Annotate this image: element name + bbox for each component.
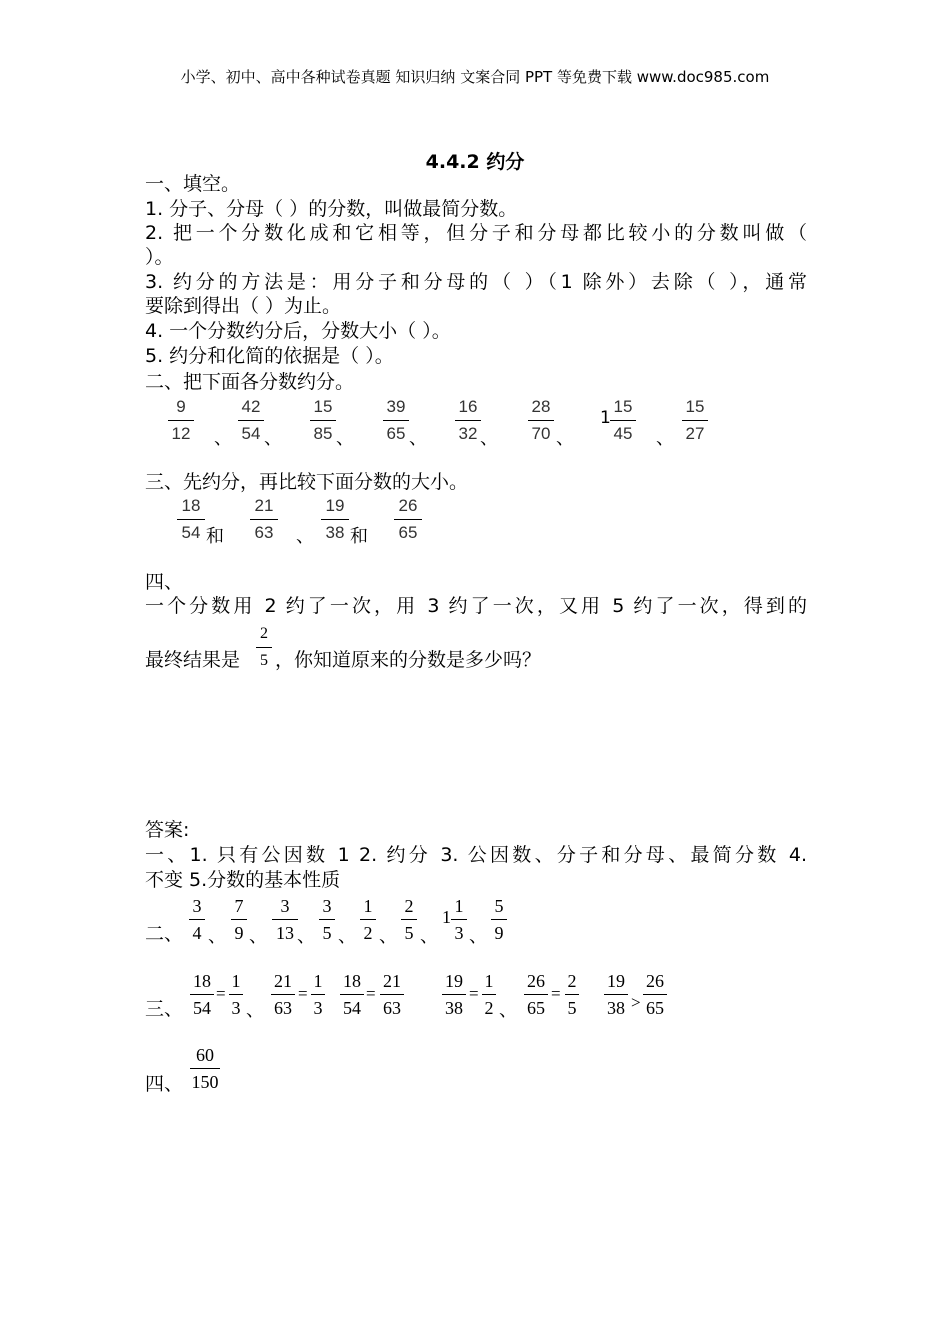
separator: 、 — [556, 428, 574, 449]
fraction: 39 65 — [383, 396, 409, 445]
section4-line2-prefix: 最终结果是 — [145, 649, 241, 671]
question-4: 4. 一个分数约分后，分数大小（ ）。 — [145, 320, 451, 342]
fraction: 15 27 — [682, 396, 708, 445]
and-word: 和 — [206, 526, 224, 547]
fraction: 19 38 — [442, 970, 466, 1019]
answers-part4-fraction: 60 150 — [191, 1045, 219, 1092]
fraction: 7 9 — [231, 895, 247, 944]
separator: 、 — [469, 926, 487, 947]
question-2-line1: 2. 把一个分数化成和它相等，但分子和分母都比较小的分数叫做（ — [145, 222, 807, 244]
answers-label: 答案: — [145, 819, 190, 841]
and-word: 和 — [350, 526, 368, 547]
fraction: 15 45 — [610, 396, 636, 445]
separator: 、 — [264, 428, 282, 449]
fraction: 28 70 — [528, 396, 554, 445]
fraction: 3 5 — [319, 895, 335, 944]
fraction: 1 3 — [451, 895, 467, 944]
fraction: 2 5 — [565, 970, 579, 1019]
fraction: 2 5 — [401, 895, 417, 944]
answers-part2-label: 二、 — [145, 923, 184, 945]
fraction: 26 65 — [394, 495, 422, 544]
question-3-line2: 要除到得出（ ）为止。 — [145, 295, 342, 317]
answers-part3-label: 三、 — [145, 998, 184, 1020]
separator: 、 — [296, 526, 314, 547]
answers-part4-label: 四、 — [145, 1073, 184, 1095]
fraction: 21 63 — [380, 970, 404, 1019]
separator: 、 — [214, 428, 232, 449]
separator: 、 — [249, 926, 267, 947]
result-fraction: 2 5 — [256, 623, 272, 672]
fraction: 1 2 — [360, 895, 376, 944]
fraction: 16 32 — [455, 396, 481, 445]
answers-part1-line1: 一、1. 只有公因数 1 2. 约分 3. 公因数、分子和分母、最简分数 4. — [145, 844, 807, 866]
question-1: 1. 分子、分母（ ）的分数，叫做最简分数。 — [145, 198, 518, 220]
worksheet-title: 4.4.2 约分 — [425, 151, 525, 173]
separator: 、 — [656, 428, 674, 449]
page-header: 小学、初中、高中各种试卷真题 知识归纳 文案合同 PPT 等免费下载 www.doc985.com — [180, 68, 770, 86]
question-3-line1: 3. 约分的方法是：用分子和分母的（ ）（1 除外）去除（ ），通常 — [145, 271, 807, 293]
fraction: 21 63 — [271, 970, 295, 1019]
section2-heading: 二、把下面各分数约分。 — [145, 371, 355, 393]
separator: 、 — [409, 428, 427, 449]
fraction: 1 2 — [482, 970, 496, 1019]
separator: 、 — [480, 428, 498, 449]
fraction: 42 54 — [238, 396, 264, 445]
equals-sign: = — [298, 984, 308, 1003]
section4-heading: 四、 — [145, 571, 184, 593]
separator: 、 — [297, 926, 315, 947]
answers-part1-line2: 不变 5.分数的基本性质 — [145, 869, 341, 891]
separator: 、 — [499, 1000, 517, 1021]
equals-sign: = — [216, 984, 226, 1003]
section3-heading: 三、先约分，再比较下面分数的大小。 — [145, 471, 469, 493]
fraction: 26 65 — [524, 970, 548, 1019]
separator: 、 — [379, 926, 397, 947]
separator: 、 — [338, 926, 356, 947]
question-2-line2: ）。 — [145, 246, 174, 268]
fraction: 15 85 — [310, 396, 336, 445]
fraction: 1 3 — [311, 970, 325, 1019]
separator: 、 — [208, 926, 226, 947]
fraction: 3 13 — [272, 895, 298, 944]
fraction: 19 38 — [604, 970, 628, 1019]
fraction: 1 3 — [229, 970, 243, 1019]
fraction: 9 12 — [168, 396, 194, 445]
section4-line1: 一个分数用 2 约了一次，用 3 约了一次，又用 5 约了一次，得到的 — [145, 595, 807, 617]
separator: 、 — [420, 926, 438, 947]
section1-heading: 一、填空。 — [145, 173, 241, 195]
equals-sign: = — [366, 984, 376, 1003]
fraction: 21 63 — [250, 495, 278, 544]
whole-number: 1 — [442, 907, 451, 927]
equals-sign: = — [551, 984, 561, 1003]
section4-line2-suffix: ，你知道原来的分数是多少吗？ — [275, 649, 542, 671]
equals-sign: = — [469, 984, 479, 1003]
separator: 、 — [336, 428, 354, 449]
fraction: 19 38 — [321, 495, 349, 544]
fraction: 3 4 — [189, 895, 205, 944]
whole-number: 1 — [600, 408, 611, 428]
fraction: 18 54 — [190, 970, 214, 1019]
fraction: 5 9 — [491, 895, 507, 944]
fraction: 18 54 — [177, 495, 205, 544]
greater-than-sign: > — [631, 993, 641, 1012]
fraction: 26 65 — [643, 970, 667, 1019]
question-5: 5. 约分和化简的依据是（ ）。 — [145, 345, 394, 367]
separator: 、 — [246, 1000, 264, 1021]
fraction: 18 54 — [340, 970, 364, 1019]
